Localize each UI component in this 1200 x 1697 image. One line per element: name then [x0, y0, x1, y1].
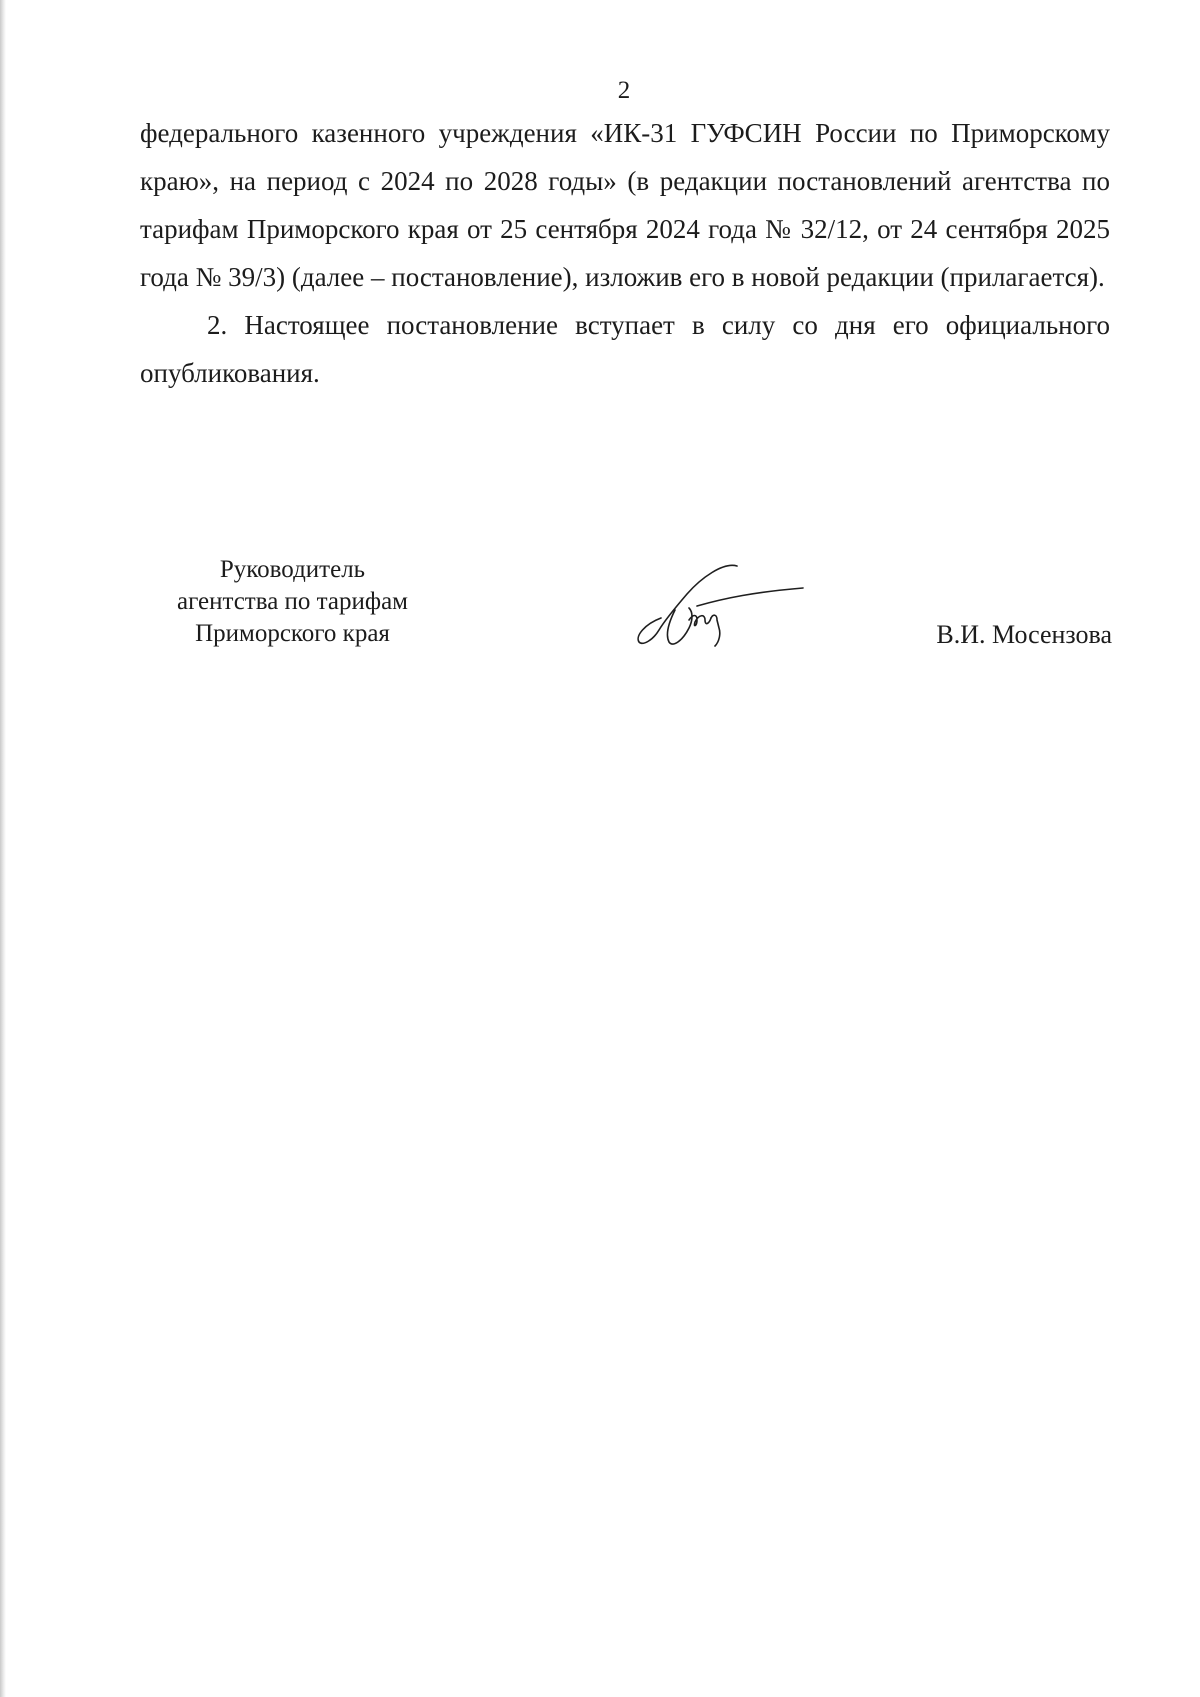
- paragraph-continuation: федерального казенного учреждения «ИК-31 ГУФСИН России по Приморскому краю», на период с 2024 по 2028 годы» (в редакции постановлений агентства по тарифам Приморского края от 25 сентября 2024 года № 32/12, от 24 сентября 2025 года № 39/3) (далее – постановление), изложив его в новой редакции (прилагается).: [140, 118, 1110, 292]
- signatory-position-line: Руководитель: [219, 556, 366, 583]
- handwritten-signature: [635, 558, 810, 658]
- scan-edge: [0, 0, 6, 1697]
- signatory-position-line: агентства по тарифам: [176, 588, 409, 615]
- signatory-position-line: Приморского края: [195, 620, 390, 647]
- paragraph-item-2: 2. Настоящее постановление вступает в силу со дня его официального опубликования.: [140, 310, 1110, 388]
- page-number: 2: [617, 77, 631, 104]
- document-body: [140, 109, 1110, 397]
- signer-name: В.И. Мосензова: [936, 620, 1112, 649]
- signatory-position: [140, 554, 445, 650]
